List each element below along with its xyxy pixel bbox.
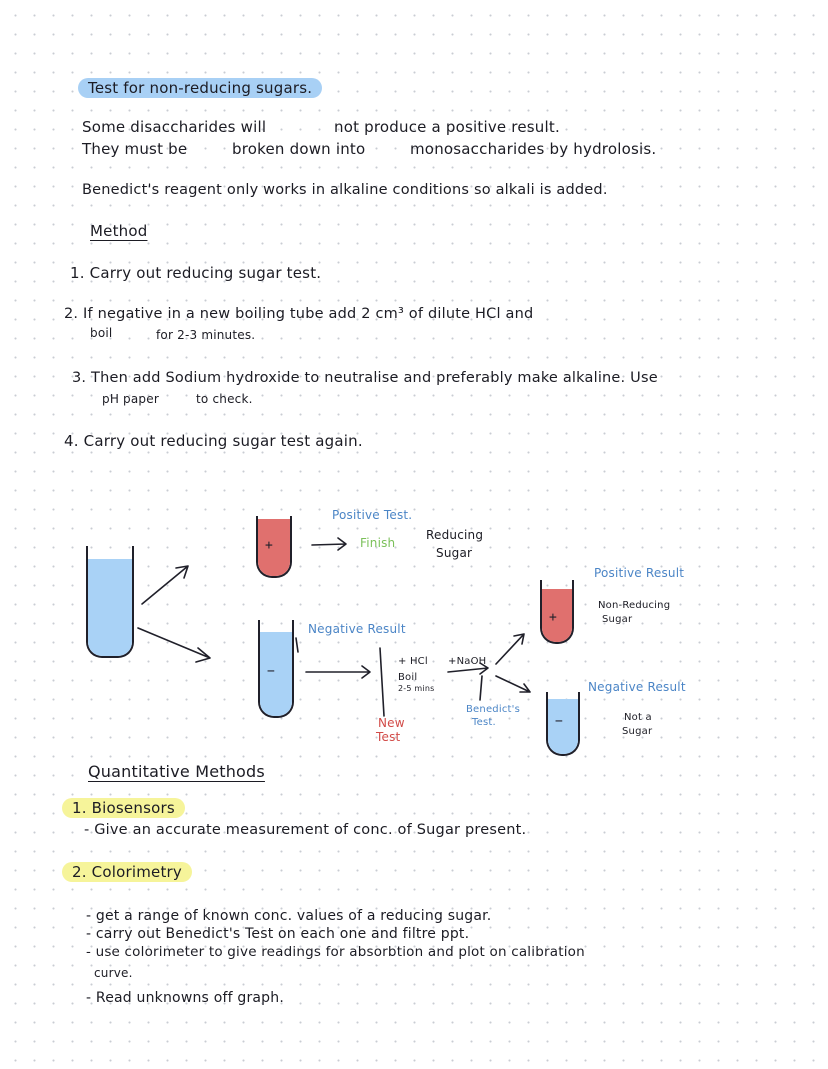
method-step-3-ph: pH paper: [102, 392, 159, 406]
second-plus-sign: +: [549, 610, 557, 625]
method-step-2-boil: boil: [90, 326, 113, 340]
arrow-negative: [306, 666, 370, 678]
arrow-up: [142, 566, 188, 604]
label-new: New: [378, 716, 405, 730]
arrow-to-negative: [496, 676, 530, 692]
label-non-reducing: Non-Reducing: [598, 600, 671, 611]
biosensors-desc: - Give an accurate measurement of conc. of Sugar present.: [84, 822, 527, 838]
intro-line-1a: Some disaccharides will: [82, 118, 267, 136]
second-negative-tube-fill: [548, 699, 578, 754]
start-tube-fill: [88, 559, 132, 656]
second-minus-sign: −: [555, 714, 563, 729]
colorimetry-bullet-1: - get a range of known conc. values of a reducing sugar.: [86, 908, 492, 924]
second-negative-tube: [546, 692, 580, 756]
label-benedicts: Benedict's: [466, 704, 521, 715]
label-negative-result: Negative Result: [308, 622, 406, 636]
quantitative-heading: Quantitative Methods: [88, 762, 265, 781]
second-positive-tube-fill: [542, 589, 572, 642]
method-step-2-time: for 2-3 minutes.: [156, 328, 256, 342]
label-sugar: Sugar: [436, 546, 473, 560]
method-biosensors: 1. Biosensors: [62, 798, 185, 818]
label-non-reducing-sugar: Sugar: [602, 614, 633, 625]
arrow-finish: [312, 538, 346, 550]
method-step-2: 2. If negative in a new boiling tube add 2 cm³ of dilute HCl and: [64, 306, 534, 322]
positive-tube: [256, 516, 292, 578]
label-benedicts-test: Test.: [472, 717, 496, 728]
negative-tube-fill: [260, 632, 292, 716]
method-heading: Method: [90, 222, 148, 240]
label-finish: Finish: [360, 536, 396, 550]
positive-plus-sign: +: [265, 538, 273, 553]
page-title: Test for non-reducing sugars.: [78, 78, 322, 98]
method-step-1: 1. Carry out reducing sugar test.: [70, 264, 322, 282]
arrow-benedicts: [480, 676, 482, 700]
label-time: 2-5 mins: [398, 684, 435, 693]
vertical-tick: [296, 638, 298, 652]
label-reducing: Reducing: [426, 528, 484, 542]
intro-line-3: Benedict's reagent only works in alkaline conditions so alkali is added.: [82, 182, 608, 198]
label-positive-test: Positive Test.: [332, 508, 413, 522]
label-hcl: + HCl: [398, 656, 428, 667]
positive-tube-fill: [258, 519, 290, 576]
colorimetry-bullet-3: - use colorimeter to give readings for absorbtion and plot on calibration: [86, 944, 585, 960]
colorimetry-bullet-4: - Read unknowns off graph.: [86, 990, 284, 1006]
label-test: Test: [376, 730, 401, 744]
second-positive-tube: [540, 580, 574, 644]
method-step-3-check: to check.: [196, 392, 253, 406]
arrow-to-positive: [496, 634, 524, 664]
negative-minus-sign: −: [267, 664, 275, 679]
label-boil: Boil: [398, 672, 418, 683]
intro-line-1b: not produce a positive result.: [334, 118, 560, 136]
label-not-sugar: Sugar: [622, 726, 653, 737]
label-naoh: +NaOH: [448, 656, 487, 667]
start-tube: [86, 546, 134, 658]
label-positive-result: Positive Result: [594, 566, 685, 580]
label-negative-result-2: Negative Result: [588, 680, 686, 694]
label-not-a: Not a: [624, 712, 652, 723]
method-step-3: 3. Then add Sodium hydroxide to neutralise and preferably make alkaline. Use: [72, 370, 658, 386]
intro-line-2b: broken down into: [232, 140, 366, 158]
negative-tube: [258, 620, 294, 718]
intro-line-2c: monosaccharides by hydrolosis.: [410, 140, 657, 158]
intro-line-2a: They must be: [82, 140, 188, 158]
colorimetry-bullet-3-curve: curve.: [94, 966, 133, 980]
method-step-4: 4. Carry out reducing sugar test again.: [64, 432, 363, 450]
arrow-down: [138, 628, 210, 662]
bracket-line: [380, 648, 384, 716]
method-colorimetry: 2. Colorimetry: [62, 862, 192, 882]
colorimetry-bullet-2: - carry out Benedict's Test on each one and filtre ppt.: [86, 926, 470, 942]
